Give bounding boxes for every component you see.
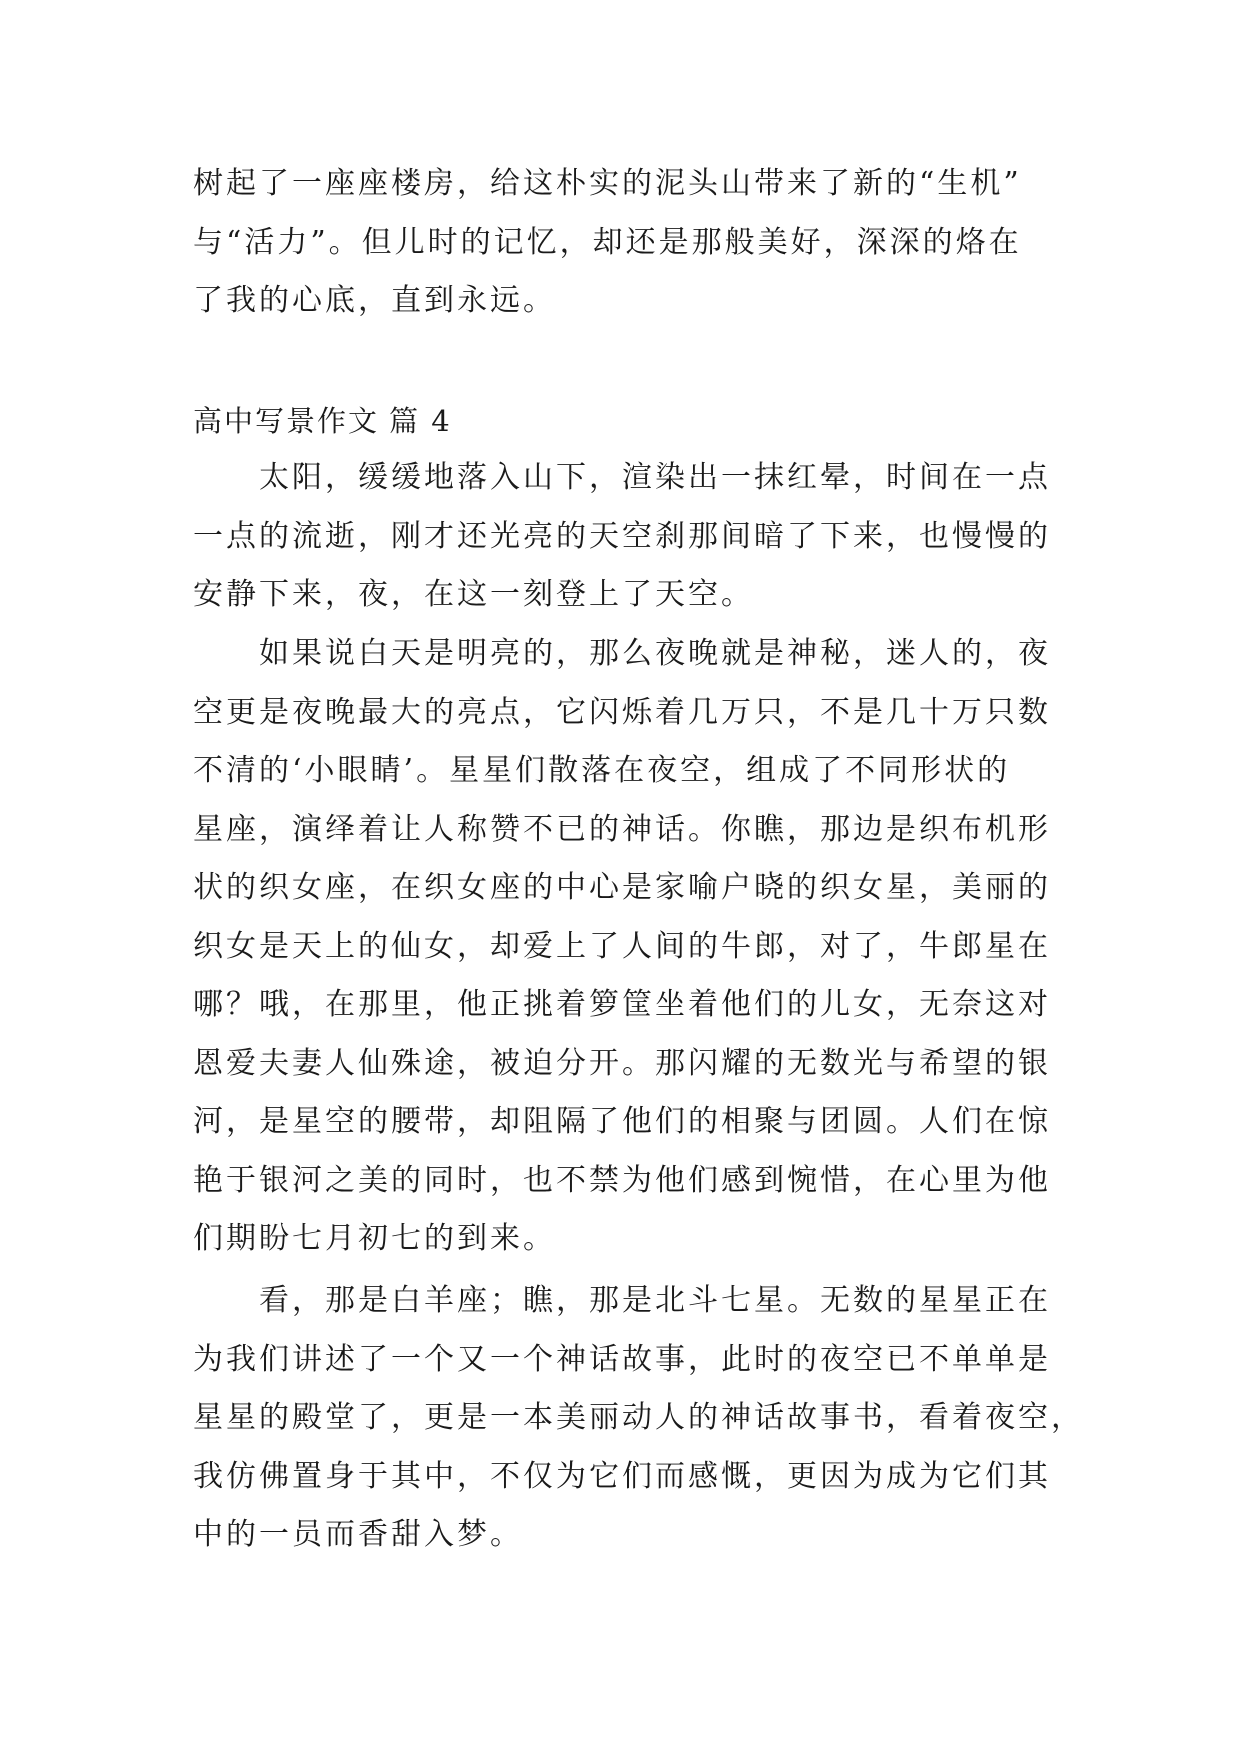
text-line: 为我们讲述了一个又一个神话故事，此时的夜空已不单单是 (193, 1341, 1051, 1377)
text-line: 一点的流逝，刚才还光亮的天空刹那间暗了下来，也慢慢的 (193, 518, 1051, 554)
text-line: 空更是夜晚最大的亮点，它闪烁着几万只，不是几十万只数 (193, 694, 1051, 730)
text-line: 河，是星空的腰带，却阻隔了他们的相聚与团圆。人们在惊 (193, 1104, 1051, 1139)
text-line: 星星的殿堂了，更是一本美丽动人的神话故事书，看着夜空， (193, 1400, 1084, 1435)
text-line: 了我的心底，直到永远。 (193, 283, 556, 318)
text-line: 们期盼七月初七的到来。 (193, 1221, 556, 1256)
text-line: 太阳，缓缓地落入山下，渲染出一抹红晕，时间在一点 (259, 460, 1051, 495)
text-line: 与“活力”。但儿时的记忆，却还是那般美好，深深的烙在 (193, 224, 1022, 260)
paragraph-sunset (193, 449, 1049, 625)
text-line: 安静下来，夜，在这一刻登上了天空。 (193, 577, 754, 612)
text-line: 哪？哦，在那里，他正挑着箩筐坐着他们的儿女，无奈这对 (193, 987, 1051, 1022)
text-line: 如果说白天是明亮的，那么夜晚就是神秘，迷人的，夜 (259, 636, 1051, 671)
section-title: 高中写景作文 (193, 404, 380, 438)
text-line: 看，那是白羊座；瞧，那是北斗七星。无数的星星正在 (259, 1283, 1051, 1318)
text-line: 星座，演绎着让人称赞不已的神话。你瞧，那边是织布机形 (193, 811, 1051, 847)
section-heading (193, 392, 452, 450)
paragraph-night-sky (193, 625, 1049, 1269)
paragraph-constellations (193, 1272, 1084, 1565)
text-line: 状的织女座，在织女座的中心是家喻户晓的织女星，美丽的 (193, 870, 1051, 905)
text-line: 织女是天上的仙女，却爱上了人间的牛郎，对了，牛郎星在 (193, 928, 1051, 964)
text-line: 我仿佛置身于其中，不仅为它们而感慨，更因为成为它们其 (193, 1458, 1051, 1494)
intro-paragraph (193, 155, 1049, 331)
text-line: 树起了一座座楼房，给这朴实的泥头山带来了新的“生机” (193, 166, 1022, 201)
section-number: 篇 4 (389, 404, 452, 438)
text-line: 恩爱夫妻人仙殊途，被迫分开。那闪耀的无数光与希望的银 (193, 1045, 1051, 1081)
text-line: 中的一员而香甜入梦。 (193, 1517, 523, 1552)
text-line: 不清的‘小眼睛’。星星们散落在夜空，组成了不同形状的 (193, 753, 1011, 788)
text-line: 艳于银河之美的同时，也不禁为他们感到惋惜，在心里为他 (193, 1162, 1051, 1198)
